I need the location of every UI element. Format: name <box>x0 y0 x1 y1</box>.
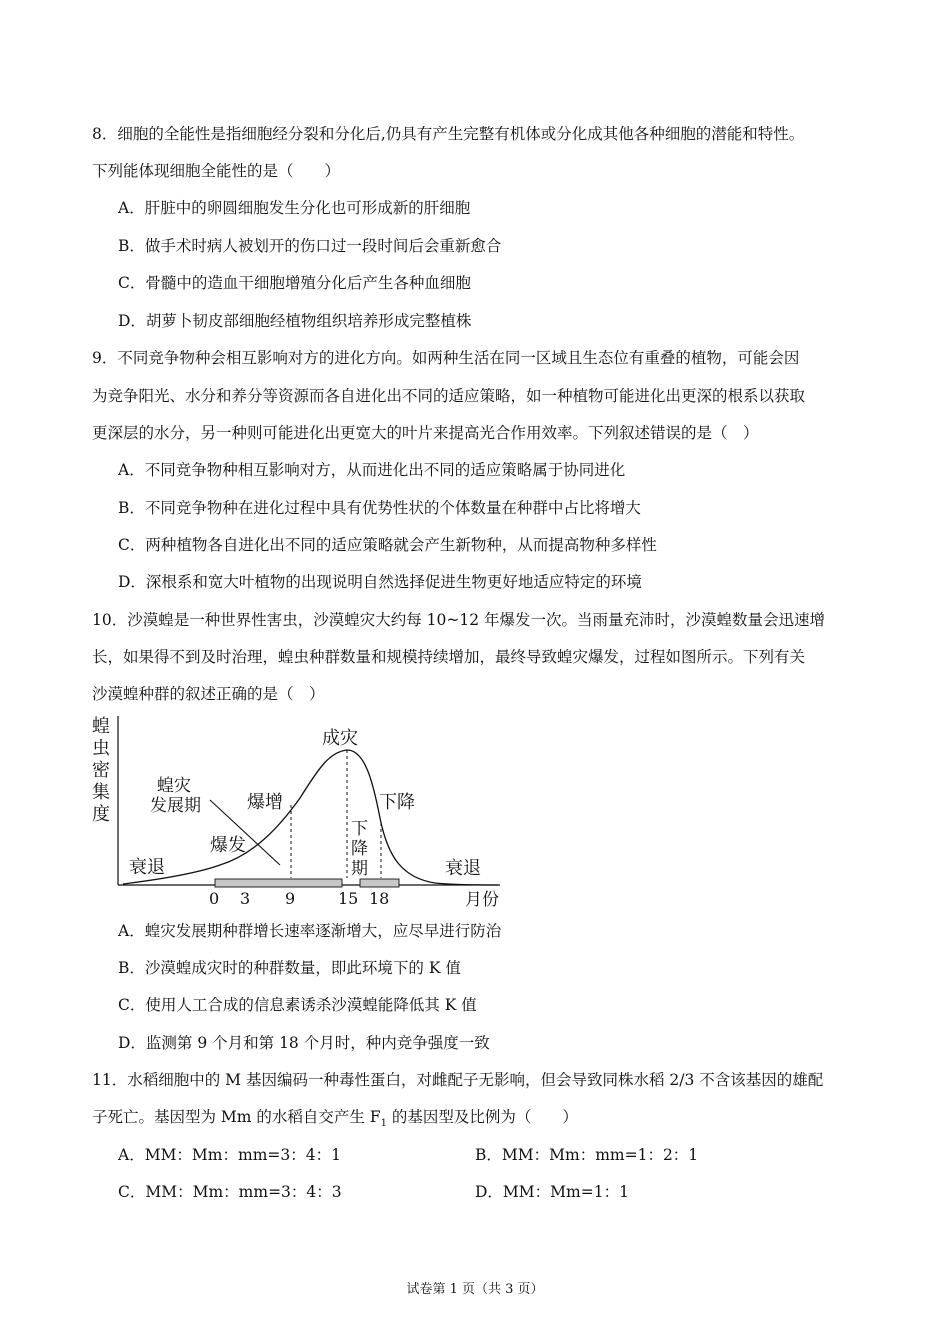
q9-stem-line3: 更深层的水分，另一种则可能进化出更宽大的叶片来提高光合作用效率。下列叙述错误的是（ ） <box>92 424 759 442</box>
label-development-2: 发展期 <box>150 796 201 816</box>
q8-stem-line2: 下列能体现细胞全能性的是（ ） <box>92 162 341 180</box>
q9-option-b: B．不同竞争物种在进化过程中具有优势性状的个体数量在种群中占比将增大 <box>118 499 641 517</box>
q10-option-a: A．蝗灾发展期种群增长速率逐渐增大，应尽早进行防治 <box>118 922 502 940</box>
label-surge: 爆增 <box>247 792 283 813</box>
q8-option-a: A．肝脏中的卵圆细胞发生分化也可形成新的肝细胞 <box>118 199 471 217</box>
y-label-char-5: 度 <box>92 804 110 825</box>
q11-f1-subscript: 1 <box>380 1118 387 1130</box>
q8-option-d: D．胡萝卜韧皮部细胞经植物组织培养形成完整植株 <box>118 312 472 330</box>
label-outbreak: 爆发 <box>210 835 246 856</box>
q9-option-a: A．不同竞争物种相互影响对方，从而进化出不同的适应策略属于协同进化 <box>118 461 626 479</box>
q10-stem-line2: 长，如果得不到及时治理，蝗虫种群数量和规模持续增加，最终导致蝗灾爆发，过程如图所示。下列有关 <box>92 648 806 666</box>
q9-stem-line1: 9．不同竞争物种会相互影响对方的进化方向。如两种生活在同一区域且生态位有重叠的植物，可能会因 <box>92 349 800 367</box>
q8-stem-line1: 8．细胞的全能性是指细胞经分裂和分化后,仍具有产生完整有机体或分化成其他各种细胞的潜能和特性。 <box>92 125 805 143</box>
locust-density-chart <box>85 708 525 908</box>
label-decline-left: 衰退 <box>129 857 165 878</box>
x-tick-15: 15 <box>338 889 359 908</box>
period-bar-1 <box>215 879 342 887</box>
density-curve <box>123 750 498 885</box>
q10-stem-line1: 10．沙漠蝗是一种世界性害虫，沙漠蝗灾大约每 10~12 年爆发一次。当雨量充沛时，沙漠蝗数量会迅速增 <box>92 611 826 629</box>
q11-option-d: D．MM：Mm=1：1 <box>475 1183 629 1201</box>
q11-stem-line2 <box>92 1107 578 1134</box>
q10-option-c: C．使用人工合成的信息素诱杀沙漠蝗能降低其 K 值 <box>118 996 477 1014</box>
x-tick-0: 0 <box>209 889 220 908</box>
q11-option-b: B．MM：Mm：mm=1：2：1 <box>475 1146 699 1164</box>
q11-stem-line2-post: 的基因型及比例为（ ） <box>386 1108 578 1126</box>
q10-option-d: D．监测第 9 个月和第 18 个月时，种内竞争强度一致 <box>118 1034 490 1052</box>
q10-option-b: B．沙漠蝗成灾时的种群数量，即此环境下的 K 值 <box>118 959 461 977</box>
label-decrease: 下降 <box>379 792 415 813</box>
y-label-char-3: 密 <box>92 760 110 781</box>
y-label-char-2: 虫 <box>92 738 110 759</box>
q10-stem-line3: 沙漠蝗种群的叙述正确的是（ ） <box>92 685 325 703</box>
label-decline-right: 衰退 <box>445 858 481 879</box>
y-label-char-1: 蝗 <box>92 716 110 737</box>
q9-stem-line2: 为竞争阳光、水分和养分等资源而各自进化出不同的适应策略，如一种植物可能进化出更深的根系以获取 <box>92 387 806 405</box>
label-decrease-period-2: 降 <box>351 839 368 859</box>
x-axis-label: 月份 <box>465 890 499 908</box>
x-tick-9: 9 <box>285 889 296 908</box>
x-tick-18: 18 <box>369 889 390 908</box>
page-footer: 试卷第 1 页（共 3 页） <box>406 1282 544 1297</box>
label-decrease-period-1: 下 <box>351 819 368 839</box>
q11-option-a: A．MM：Mm：mm=3：4：1 <box>118 1146 341 1164</box>
q11-stem-line2-pre: 子死亡。基因型为 Mm 的水稻自交产生 F <box>92 1108 381 1126</box>
y-axis-label <box>92 716 110 825</box>
x-tick-3: 3 <box>240 889 251 908</box>
q11-option-c: C．MM：Mm：mm=3：4：3 <box>118 1183 342 1201</box>
period-bar-2 <box>360 879 399 887</box>
y-label-char-4: 集 <box>92 782 110 803</box>
q8-option-b: B．做手术时病人被划开的伤口过一段时间后会重新愈合 <box>118 237 502 255</box>
label-decrease-period-3: 期 <box>351 859 368 879</box>
label-disaster: 成灾 <box>322 728 358 749</box>
q9-option-d: D．深根系和宽大叶植物的出现说明自然选择促进生物更好地适应特定的环境 <box>118 573 642 591</box>
label-development-1: 蝗灾 <box>157 776 191 796</box>
q11-stem-line1: 11．水稻细胞中的 M 基因编码一种毒性蛋白，对雌配子无影响，但会导致同株水稻 2/3 不含该基因的雄配 <box>92 1071 824 1089</box>
q8-option-c: C．骨髓中的造血干细胞增殖分化后产生各种血细胞 <box>118 274 471 292</box>
q9-option-c: C．两种植物各自进化出不同的适应策略就会产生新物种，从而提高物种多样性 <box>118 536 657 554</box>
